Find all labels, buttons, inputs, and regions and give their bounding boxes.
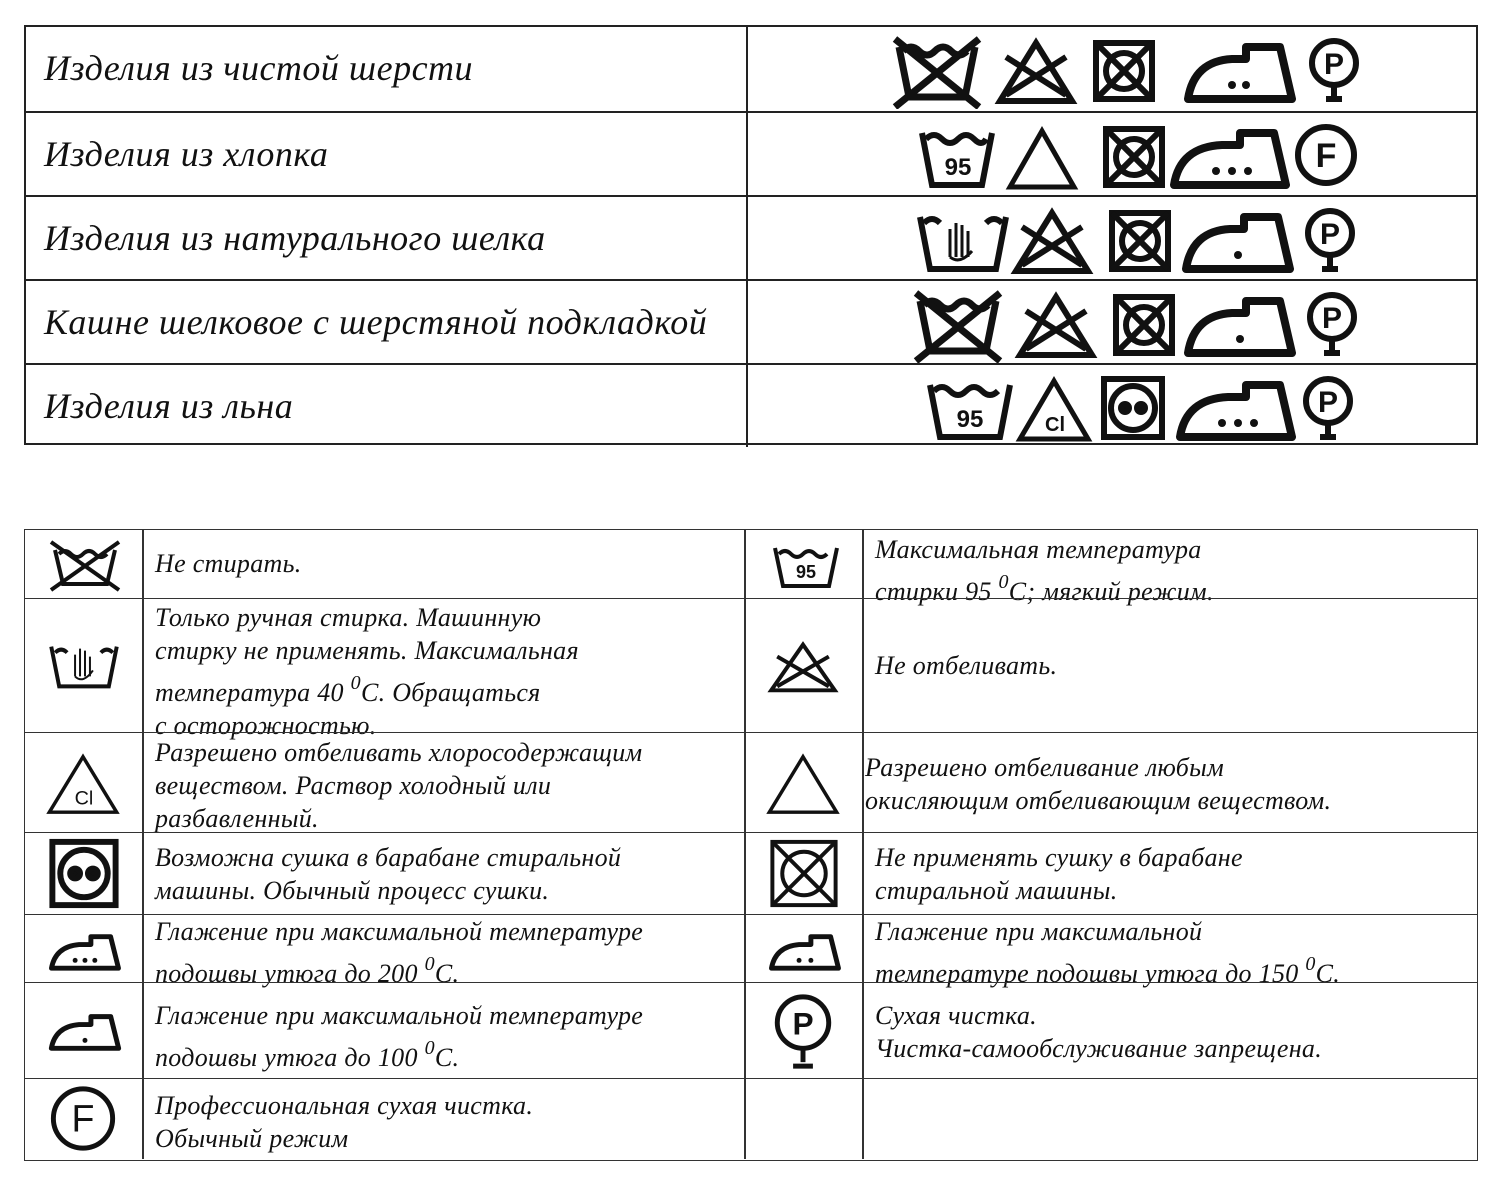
care-symbols [748, 281, 1476, 363]
symbol-set [748, 281, 1478, 363]
symbol-set [748, 113, 1478, 195]
svg-text:F: F [1315, 137, 1337, 175]
wash-95-icon [922, 133, 992, 185]
svg-text:95: 95 [944, 154, 972, 181]
care-symbols [748, 197, 1476, 279]
no-wash-icon [916, 293, 1000, 361]
svg-text:Cl: Cl [1045, 414, 1065, 436]
legend-row [25, 1078, 1477, 1159]
svg-text:Cl: Cl [74, 787, 94, 810]
symbol-set [748, 27, 1478, 109]
fabric-row [26, 279, 1476, 363]
no-tumble-dry-icon [745, 833, 862, 914]
care-symbols [748, 27, 1476, 109]
hand-wash-icon [25, 599, 142, 732]
symbols-legend-table [24, 529, 1478, 1161]
fabric-label: Кашне шелковое с шерстяной подкладкой [44, 302, 708, 342]
column-divider [142, 599, 144, 732]
fabric-label: Изделия из льна [44, 386, 294, 426]
column-divider [862, 1079, 864, 1159]
fabric-care-table [24, 25, 1478, 445]
fabric-row [26, 363, 1476, 447]
legend-icon-cell [25, 915, 142, 982]
svg-text:95: 95 [795, 562, 817, 582]
symbol-set [748, 197, 1478, 279]
column-divider [862, 833, 864, 914]
legend-icon-cell [745, 915, 862, 982]
column-divider [142, 530, 144, 598]
legend-icon-cell [25, 733, 142, 832]
bleach-any-icon [745, 733, 862, 832]
no-bleach-icon [745, 599, 862, 732]
tumble-dry-normal-icon [25, 833, 142, 914]
legend-icon-cell [25, 983, 142, 1078]
dry-clean-p-icon [1306, 379, 1350, 437]
legend-icon-cell [25, 530, 142, 598]
bleach-chlorine-icon [1020, 381, 1088, 439]
legend-icon-cell [745, 599, 862, 732]
iron-one-dot-icon [1188, 47, 1292, 99]
legend-text: Глажение при максимальной температуре подошвы утюга до 100 $^0$С. [155, 1001, 644, 1072]
legend-text: Глажение при максимальной температуре подошвы утюга до 150 $^0$С. [875, 917, 1341, 988]
no-bleach-icon [1000, 43, 1072, 101]
iron-one-dot-icon [25, 983, 142, 1078]
no-bleach-icon [1020, 297, 1092, 355]
legend-text: Глажение при максимальной температуре подошвы утюга до 200 $^0$С. [155, 917, 644, 988]
iron-two-dots-icon [745, 915, 862, 982]
bleach-chlorine-icon [25, 733, 142, 832]
dry-clean-f-icon [1298, 127, 1354, 183]
column-divider [862, 983, 864, 1078]
column-divider [142, 1079, 144, 1159]
legend-icon-cell [745, 833, 862, 914]
fabric-label: Изделия из хлопка [44, 134, 329, 174]
svg-text:95: 95 [956, 406, 984, 433]
column-divider [142, 915, 144, 982]
iron-three-dots-icon [1180, 385, 1292, 437]
legend-icon-cell [25, 1079, 142, 1159]
svg-text:P: P [1319, 218, 1341, 251]
no-tumble-dry-icon [1112, 213, 1168, 269]
legend-text: Не отбеливать. [875, 651, 1058, 680]
fabric-label: Изделия из натурального шелка [44, 218, 546, 258]
legend-row [25, 982, 1477, 1078]
column-divider [744, 1079, 746, 1159]
svg-text:F: F [71, 1097, 95, 1140]
dry-clean-p-icon [1312, 41, 1356, 99]
legend-text: Сухая чистка. Чистка-самообслуживание запрещена. [875, 1001, 1323, 1063]
column-divider [142, 983, 144, 1078]
legend-text: Не стирать. [155, 549, 302, 578]
care-symbols [748, 365, 1476, 447]
care-symbols [748, 113, 1476, 195]
legend-icon-cell [745, 530, 862, 598]
legend-text: Максимальная температура стирки 95 $^0$С; мягкий режим. [875, 535, 1214, 606]
svg-text:P: P [1321, 302, 1343, 335]
legend-text: Возможна сушка в барабане стиральной машины. Обычный процесс сушки. [155, 843, 622, 905]
column-divider [862, 915, 864, 982]
legend-row [25, 832, 1477, 914]
column-divider [142, 733, 144, 832]
column-divider [862, 530, 864, 598]
legend-icon-cell [745, 983, 862, 1078]
legend-row [25, 598, 1477, 740]
legend-text: Профессиональная сухая чистка. Обычный режим [155, 1091, 534, 1153]
fabric-label: Изделия из чистой шерсти [44, 48, 474, 88]
no-wash-icon [25, 530, 142, 598]
legend-icon-cell [25, 833, 142, 914]
wash-95-icon [745, 530, 862, 598]
svg-text:P: P [1317, 386, 1339, 419]
no-tumble-dry-icon [1116, 297, 1172, 353]
legend-text: Только ручная стирка. Машинную стирку не применять. Максимальная температура 40 $^0$С. Обращаться с осторожностью. [155, 603, 579, 740]
hand-wash-icon [920, 217, 1006, 269]
bleach-any-icon [1010, 131, 1074, 187]
wash-95-icon [930, 385, 1010, 437]
iron-three-dots-icon [25, 915, 142, 982]
fabric-row [26, 111, 1476, 195]
iron-one-dot-icon [1188, 301, 1292, 353]
column-divider [142, 833, 144, 914]
svg-text:P: P [1323, 48, 1345, 81]
dry-clean-p-icon [1310, 295, 1354, 353]
dry-clean-f-icon [25, 1079, 142, 1159]
legend-row [25, 732, 1477, 832]
no-wash-icon [895, 39, 979, 107]
svg-text:P: P [792, 1005, 814, 1042]
legend-text: Разрешено отбеливание любым окисляющим отбеливающим веществом. [865, 753, 1332, 815]
legend-icon-cell [25, 599, 142, 732]
dry-clean-p-icon [1308, 211, 1352, 269]
column-divider [862, 599, 864, 732]
fabric-row [26, 195, 1476, 279]
legend-text: Не применять сушку в барабане стиральной машины. [875, 843, 1243, 905]
legend-row [25, 530, 1477, 606]
no-bleach-icon [1016, 213, 1088, 271]
column-divider [862, 733, 864, 832]
fabric-row [26, 27, 1476, 111]
legend-icon-cell [745, 733, 862, 832]
iron-three-dots-icon [1174, 133, 1286, 185]
tumble-dry-normal-icon [1104, 379, 1162, 437]
symbol-set [748, 365, 1478, 447]
iron-one-dot-icon [1186, 217, 1290, 269]
no-tumble-dry-icon [1106, 129, 1162, 185]
dry-clean-p-icon [745, 983, 862, 1078]
legend-row [25, 914, 1477, 988]
legend-text: Разрешено отбеливать хлоросодержащим веществом. Раствор холодный или разбавленный. [155, 738, 643, 833]
no-tumble-dry-icon [1096, 43, 1152, 99]
